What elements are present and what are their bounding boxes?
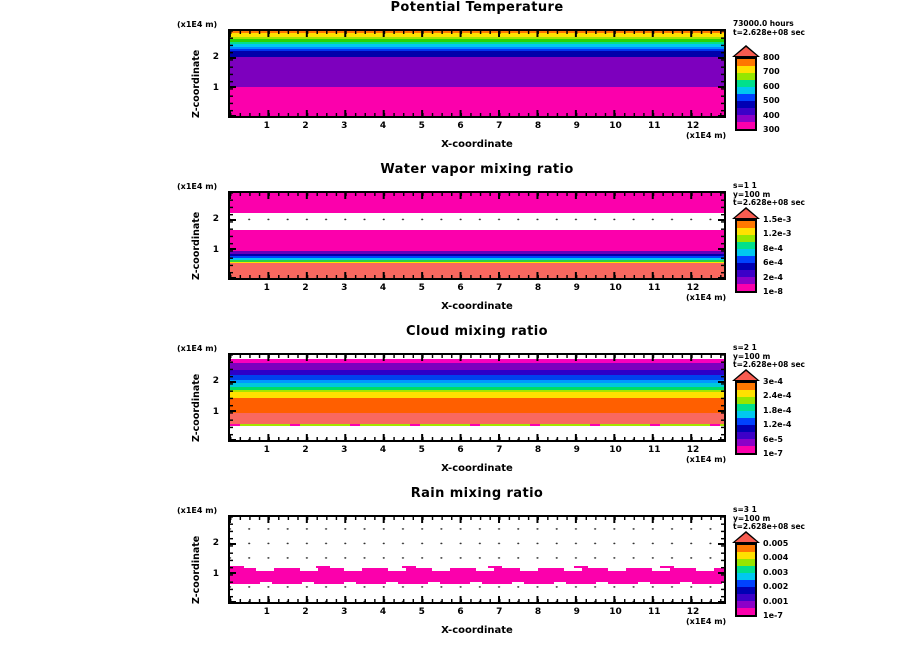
x-tick-label: 6	[457, 445, 464, 455]
x-tick-label: 11	[648, 121, 661, 131]
colorbar-header-line: y=100 m	[733, 513, 771, 523]
contour-band	[230, 398, 724, 413]
colorbar-arrow-fill	[735, 47, 757, 56]
x-tick-label: 12	[686, 121, 700, 131]
colorbar-tick-label: 700	[763, 67, 780, 77]
contour-band	[230, 413, 724, 425]
colorbar-header-line: y=100 m	[733, 351, 771, 361]
colorbar-segment	[737, 573, 755, 580]
colorbar-segment	[737, 418, 755, 425]
y-tick-labels	[204, 515, 222, 604]
panel-title: Rain mixing ratio	[410, 486, 544, 501]
colorbar-segment	[737, 256, 755, 263]
colorbar-tick-label: 1e-7	[763, 611, 783, 621]
y-tick-labels	[204, 191, 222, 280]
panel-title: Potential Temperature	[390, 0, 564, 15]
x-tick-label: 9	[573, 121, 580, 131]
colorbar-segment	[737, 552, 755, 559]
colorbar-tick-label: 8e-4	[763, 243, 783, 253]
colorbar-header-line: y=100 m	[733, 189, 771, 199]
x-tick-label: 8	[534, 283, 542, 293]
x-tick-label: 7	[496, 121, 503, 131]
colorbar-arrow-icon	[732, 369, 760, 381]
colorbar-tick-label: 1e-7	[763, 449, 783, 459]
colorbar-tick-label: 1e-8	[763, 287, 783, 297]
y-tick-label: 1	[212, 406, 219, 417]
colorbar-segment	[737, 270, 755, 277]
panel-title: Water vapor mixing ratio	[380, 162, 574, 177]
colorbar-tick-label: 2e-4	[763, 272, 783, 282]
y-tick-label: 1	[212, 82, 219, 93]
x-axis-unit-label: (x1E4 m)	[686, 293, 727, 302]
colorbar-segment	[737, 66, 755, 73]
x-tick-label: 3	[341, 283, 348, 293]
colorbar-segment	[737, 594, 755, 601]
contour-band	[230, 517, 724, 566]
colorbar-segment	[737, 432, 755, 439]
colorbar-header	[733, 344, 805, 370]
colorbar-tick-label: 1.8e-4	[763, 405, 792, 415]
y-tick-label: 2	[212, 52, 219, 63]
colorbar-arrow-icon	[732, 531, 760, 543]
x-tick-label: 10	[609, 607, 622, 617]
colorbar-header-line: t=2.628e+08 sec	[733, 198, 806, 207]
colorbar-header	[733, 506, 805, 532]
panel-potential-temperature	[0, 0, 904, 162]
colorbar-segment	[737, 383, 755, 390]
x-tick-label: 3	[341, 121, 348, 131]
colorbar-segment	[737, 580, 755, 587]
y-axis-label: Z-coordinate	[191, 211, 202, 280]
x-tick-label: 7	[496, 283, 503, 293]
colorbar-arrow-icon	[732, 45, 760, 57]
x-tick-label: 9	[573, 445, 580, 455]
colorbar-labels	[763, 377, 833, 459]
plot-area	[228, 29, 726, 118]
y-tick-labels	[204, 29, 222, 118]
contour-band	[230, 87, 724, 116]
x-tick-label: 12	[686, 607, 700, 617]
colorbar-tick-label: 300	[763, 125, 780, 135]
x-tick-label: 12	[686, 445, 700, 455]
colorbar-segment	[737, 277, 755, 284]
contour-band	[230, 193, 724, 213]
x-tick-label: 2	[302, 283, 309, 293]
colorbar-tick-label: 1.2e-4	[763, 420, 792, 430]
colorbar-tick-label: 1.5e-3	[763, 215, 792, 225]
colorbar-segment	[737, 80, 755, 87]
x-tick-label: 5	[418, 607, 425, 617]
x-axis-label: X-coordinate	[441, 625, 513, 636]
plot-area	[228, 353, 726, 442]
colorbar-tick-label: 0.005	[763, 539, 789, 549]
colorbar-segment	[737, 59, 755, 66]
x-tick-label: 7	[496, 445, 503, 455]
colorbar-bar	[735, 381, 757, 455]
contour-band	[230, 571, 724, 582]
colorbar-segment	[737, 235, 755, 242]
colorbar-segment	[737, 425, 755, 432]
colorbar-tick-label: 0.001	[763, 596, 789, 606]
y-axis-unit-label: (x1E4 m)	[177, 182, 218, 191]
colorbar-segment	[737, 284, 755, 291]
x-tick-labels	[228, 607, 726, 619]
colorbar-segment	[737, 242, 755, 249]
colorbar-segment	[737, 263, 755, 270]
x-axis-label: X-coordinate	[441, 301, 513, 312]
x-axis-unit-label: (x1E4 m)	[686, 455, 727, 464]
x-tick-label: 6	[457, 121, 464, 131]
contour-band	[230, 584, 724, 602]
colorbar-segment	[737, 566, 755, 573]
colorbar-header-line: s=3 1	[733, 505, 757, 514]
x-tick-label: 12	[686, 283, 700, 293]
x-tick-labels	[228, 445, 726, 457]
x-tick-label: 7	[496, 607, 503, 617]
colorbar-header-line: s=2 1	[733, 343, 757, 352]
colorbar	[733, 344, 903, 482]
x-tick-label: 2	[302, 607, 309, 617]
x-tick-label: 1	[263, 607, 270, 617]
colorbar-segment	[737, 221, 755, 228]
colorbar-segment	[737, 101, 755, 108]
colorbar-header	[733, 182, 805, 208]
colorbar-segment	[737, 390, 755, 397]
x-tick-label: 11	[648, 607, 661, 617]
colorbar-segment	[737, 397, 755, 404]
x-tick-label: 8	[534, 121, 542, 131]
colorbar-tick-label: 400	[763, 110, 780, 120]
panel-title: Cloud mixing ratio	[406, 324, 548, 339]
contour-band	[230, 230, 724, 250]
colorbar-segment	[737, 108, 755, 115]
x-tick-label: 8	[534, 445, 542, 455]
colorbar-arrow-fill	[735, 371, 757, 380]
x-tick-label: 5	[418, 121, 425, 131]
colorbar	[733, 182, 903, 320]
x-tick-label: 4	[379, 445, 387, 455]
colorbar-tick-label: 6e-5	[763, 434, 783, 444]
plot-area	[228, 191, 726, 280]
x-tick-label: 1	[263, 283, 270, 293]
colorbar-bar	[735, 57, 757, 131]
panel-rain-mixing-ratio	[0, 486, 904, 654]
y-tick-label: 2	[212, 538, 219, 549]
y-tick-label: 1	[212, 244, 219, 255]
colorbar-tick-label: 0.003	[763, 567, 789, 577]
colorbar-segment	[737, 115, 755, 122]
panel-water-vapor-mixing-ratio	[0, 162, 904, 324]
colorbar-labels	[763, 215, 833, 297]
colorbar-segment	[737, 446, 755, 453]
x-tick-label: 3	[341, 607, 348, 617]
y-axis-label: Z-coordinate	[191, 535, 202, 604]
colorbar-arrow-icon	[732, 207, 760, 219]
y-axis-unit-label: (x1E4 m)	[177, 20, 218, 29]
x-tick-label: 5	[418, 283, 425, 293]
colorbar-tick-label: 0.004	[763, 553, 789, 563]
colorbar-segment	[737, 559, 755, 566]
y-tick-label: 2	[212, 214, 219, 225]
contour-band	[230, 263, 724, 278]
x-axis-label: X-coordinate	[441, 463, 513, 474]
colorbar-segment	[737, 601, 755, 608]
x-tick-label: 11	[648, 445, 661, 455]
colorbar-segment	[737, 73, 755, 80]
colorbar-tick-label: 6e-4	[763, 258, 783, 268]
colorbar-tick-label: 800	[763, 53, 780, 63]
colorbar-segment	[737, 404, 755, 411]
colorbar-header-line: 73000.0 hours	[733, 19, 794, 28]
x-tick-labels	[228, 283, 726, 295]
x-tick-label: 9	[573, 607, 580, 617]
colorbar-header-line: t=2.628e+08 sec	[733, 27, 806, 37]
y-tick-labels	[204, 353, 222, 442]
y-tick-label: 1	[212, 568, 219, 579]
x-tick-label: 1	[263, 121, 270, 131]
x-tick-label: 4	[379, 121, 387, 131]
x-tick-label: 10	[609, 283, 622, 293]
contour-band	[230, 213, 724, 231]
x-tick-label: 6	[457, 607, 464, 617]
x-tick-label: 8	[534, 607, 542, 617]
panel-cloud-mixing-ratio	[0, 324, 904, 486]
colorbar-labels	[763, 539, 833, 621]
x-axis-unit-label: (x1E4 m)	[686, 131, 727, 140]
x-tick-label: 2	[302, 445, 309, 455]
colorbar-segment	[737, 249, 755, 256]
x-axis-label: X-coordinate	[441, 139, 513, 150]
colorbar-segment	[737, 411, 755, 418]
colorbar-bar	[735, 543, 757, 617]
x-tick-label: 10	[609, 445, 622, 455]
x-tick-label: 11	[648, 283, 661, 293]
colorbar-header-line: s=1 1	[733, 181, 757, 190]
x-tick-label: 1	[263, 445, 270, 455]
colorbar-segment	[737, 439, 755, 446]
colorbar-tick-label: 2.4e-4	[763, 391, 792, 401]
colorbar-segment	[737, 228, 755, 235]
colorbar-header-line: t=2.628e+08 sec	[733, 360, 806, 369]
x-axis-unit-label: (x1E4 m)	[686, 617, 727, 626]
colorbar-tick-label: 600	[763, 81, 780, 91]
x-tick-label: 4	[379, 607, 387, 617]
x-tick-label: 5	[418, 445, 425, 455]
colorbar-header-line: t=2.628e+08 sec	[733, 522, 806, 531]
colorbar-segment	[737, 94, 755, 101]
x-tick-label: 10	[609, 121, 622, 131]
x-tick-labels	[228, 121, 726, 133]
colorbar-segment	[737, 87, 755, 94]
colorbar-tick-label: 1.2e-3	[763, 229, 792, 239]
colorbar-segment	[737, 608, 755, 615]
x-tick-label: 2	[302, 121, 309, 131]
x-tick-label: 9	[573, 283, 580, 293]
colorbar-header	[733, 20, 805, 37]
colorbar-segment	[737, 545, 755, 552]
colorbar-segment	[737, 587, 755, 594]
y-tick-label: 2	[212, 376, 219, 387]
y-axis-label: Z-coordinate	[191, 373, 202, 442]
colorbar-arrow-fill	[735, 209, 757, 218]
colorbar-tick-label: 0.002	[763, 582, 789, 592]
y-axis-unit-label: (x1E4 m)	[177, 506, 218, 515]
contour-band	[230, 57, 724, 87]
contour-band	[230, 426, 724, 440]
plot-area	[228, 515, 726, 604]
colorbar-bar	[735, 219, 757, 293]
colorbar-arrow-fill	[735, 533, 757, 542]
x-tick-label: 3	[341, 445, 348, 455]
colorbar-tick-label: 3e-4	[763, 377, 783, 387]
x-tick-label: 4	[379, 283, 387, 293]
colorbar-labels	[763, 53, 833, 135]
colorbar-segment	[737, 122, 755, 129]
colorbar-tick-label: 500	[763, 96, 780, 106]
colorbar	[733, 506, 903, 644]
x-tick-label: 6	[457, 283, 464, 293]
y-axis-label: Z-coordinate	[191, 49, 202, 118]
y-axis-unit-label: (x1E4 m)	[177, 344, 218, 353]
colorbar	[733, 20, 903, 158]
